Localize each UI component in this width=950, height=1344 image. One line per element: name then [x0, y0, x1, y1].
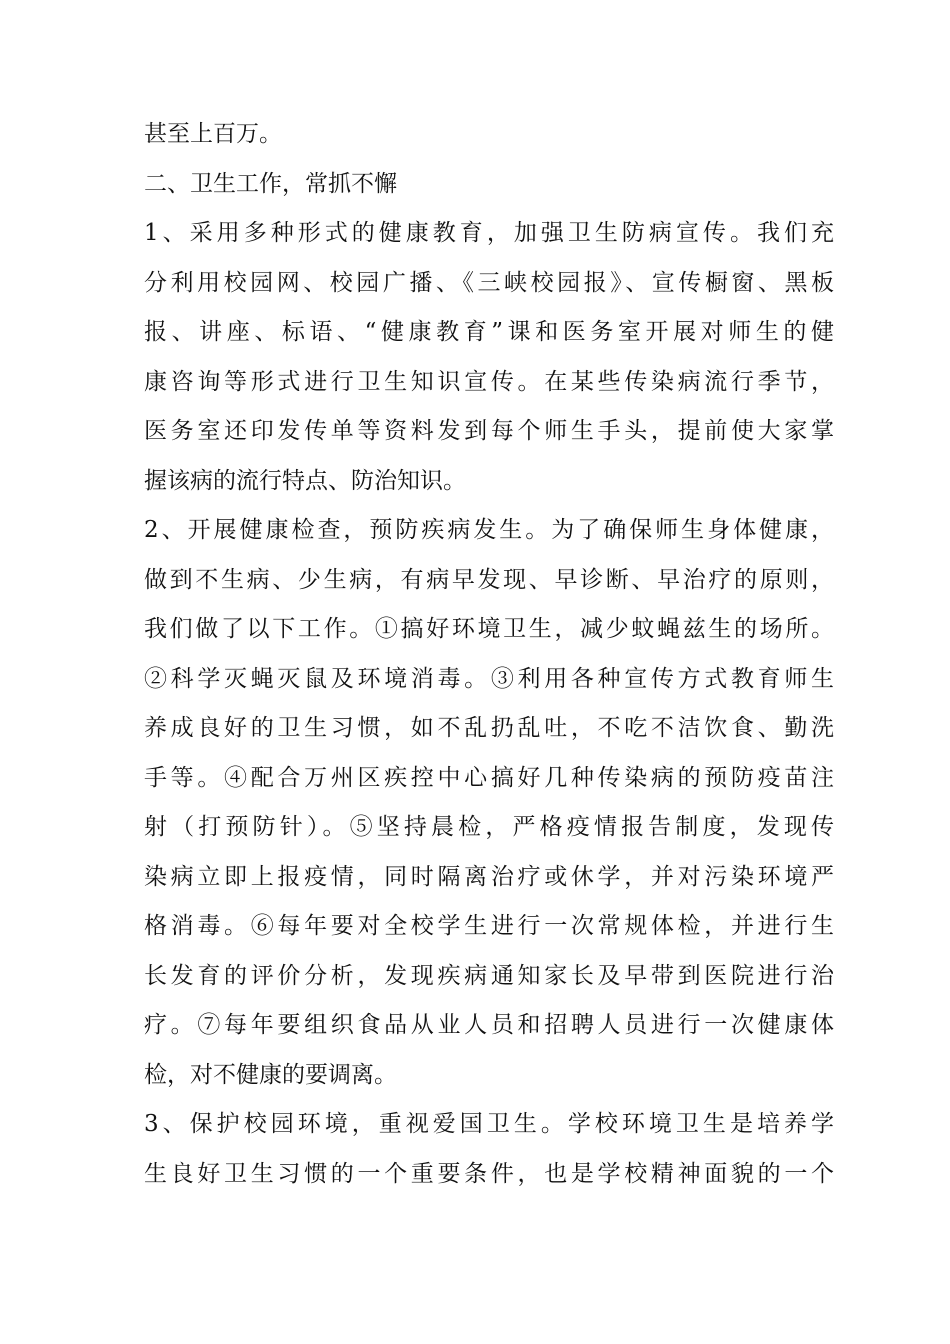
- text-line: 射（打预防针）。⑤坚持晨检，严格疫情报告制度，发现传: [144, 814, 834, 840]
- section-heading: 二、卫生工作，常抓不懈: [144, 170, 397, 197]
- text-line: 格消毒。⑥每年要对全校学生进行一次常规体检，并进行生: [144, 913, 834, 939]
- text-line: 疗。⑦每年要组织食品从业人员和招聘人员进行一次健康体: [144, 1012, 834, 1038]
- text-line: 生良好卫生习惯的一个重要条件，也是学校精神面貌的一个: [144, 1160, 834, 1187]
- text-line: 手等。④配合万州区疾控中心搞好几种传染病的预防疫苗注: [144, 764, 834, 791]
- text-line: 养成良好的卫生习惯，如不乱扔乱吐，不吃不洁饮食、勤洗: [144, 715, 834, 741]
- text-line: 康咨询等形式进行卫生知识宣传。在某些传染病流行季节，: [144, 368, 834, 395]
- text-line: 分利用校园网、校园广播、《三峡校园报》、宣传橱窗、黑板: [144, 269, 834, 296]
- text-line: 1、采用多种形式的健康教育，加强卫生防病宣传。我们充: [144, 220, 834, 246]
- text-line: 我们做了以下工作。①搞好环境卫生，减少蚊蝇兹生的场所。: [144, 616, 834, 642]
- text-line: 握该病的流行特点、防治知识。: [144, 467, 466, 494]
- text-line: 2、开展健康检查，预防疾病发生。为了确保师生身体健康，: [144, 517, 834, 543]
- text-line: 检，对不健康的要调离。: [144, 1061, 397, 1088]
- text-line: 报、讲座、标语、“健康教育”课和医务室开展对师生的健: [144, 319, 834, 345]
- text-line: 3、保护校园环境，重视爱国卫生。学校环境卫生是培养学: [144, 1111, 834, 1137]
- text-line: 甚至上百万。: [144, 121, 282, 147]
- text-line: 医务室还印发传单等资料发到每个师生手头，提前使大家掌: [144, 418, 834, 444]
- text-line: 染病立即上报疫情，同时隔离治疗或休学，并对污染环境严: [144, 863, 834, 890]
- document-body: [144, 110, 834, 1199]
- text-line: ②科学灭蝇灭鼠及环境消毒。③利用各种宣传方式教育师生: [144, 665, 834, 692]
- text-line: 做到不生病、少生病，有病早发现、早诊断、早治疗的原则，: [144, 566, 834, 593]
- text-line: 长发育的评价分析，发现疾病通知家长及早带到医院进行治: [144, 962, 834, 989]
